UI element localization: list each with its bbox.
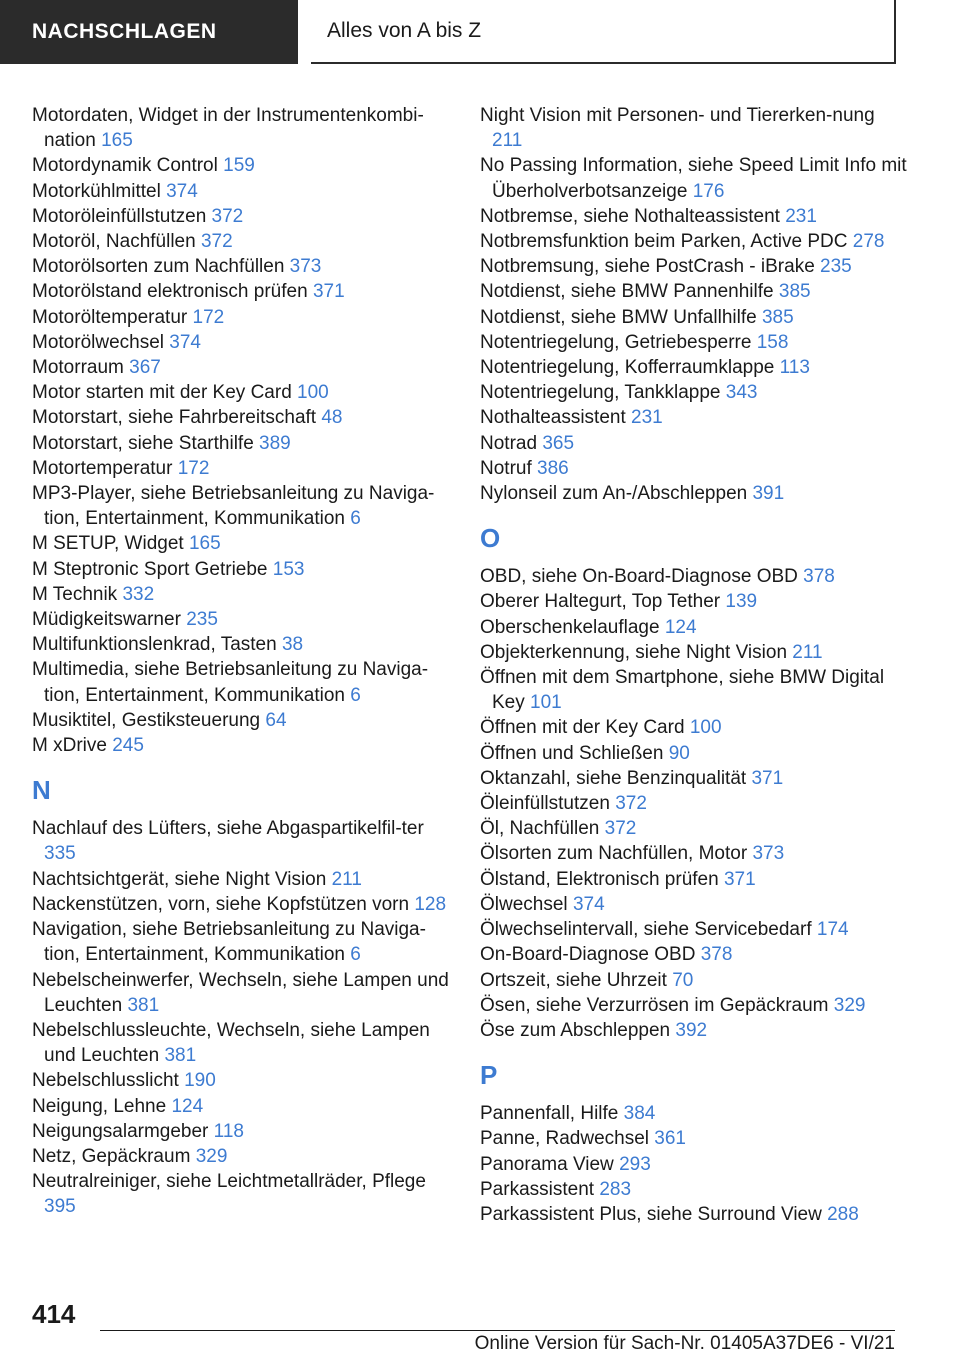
- index-page-link[interactable]: 211: [792, 641, 823, 663]
- index-entry-text: Parkassistent Plus, siehe Surround View: [480, 1203, 822, 1225]
- index-entry: [32, 355, 452, 380]
- index-entry: [32, 229, 452, 254]
- index-entry-text: Nachtsichtgerät, siehe Night Vision: [32, 868, 327, 890]
- index-entry-text: Ösen, siehe Verzurrösen im Gepäckraum: [480, 994, 829, 1016]
- index-entry-text: M xDrive: [32, 735, 107, 757]
- index-entry-text: Notbremsfunktion beim Parken, Active PDC: [480, 231, 848, 253]
- index-entry: [480, 892, 910, 917]
- index-entry-text: On-Board-Diagnose OBD: [480, 944, 696, 966]
- index-entry: [32, 582, 452, 607]
- index-entry: [480, 405, 910, 430]
- index-entry: [480, 103, 910, 153]
- index-entry-text: Motortemperatur: [32, 457, 173, 479]
- index-entry: [480, 1202, 910, 1227]
- index-entry-text: Notentriegelung, Getriebesperre: [480, 331, 752, 353]
- index-entry-text: Ölstand, Elektronisch prüfen: [480, 868, 719, 890]
- index-page-link[interactable]: 372: [200, 231, 233, 253]
- index-page-link[interactable]: 48: [321, 407, 343, 429]
- index-entry-text: Müdigkeitswarner: [32, 609, 181, 631]
- index-entry-text: Neutralreiniger, siehe Leichtmetallräder, Pflege: [32, 1171, 426, 1193]
- index-entry: [32, 892, 452, 917]
- index-page-link[interactable]: 235: [820, 256, 852, 278]
- index-page-link[interactable]: 159: [223, 155, 255, 177]
- index-page-link[interactable]: 378: [700, 944, 733, 966]
- index-entry: [32, 254, 452, 279]
- index-entry-text: Öl, Nachfüllen: [480, 818, 600, 840]
- index-page-link[interactable]: 124: [664, 616, 697, 638]
- index-entry-text: M Technik: [32, 583, 118, 605]
- index-entry: [480, 564, 910, 589]
- index-entry: [32, 1018, 452, 1068]
- index-entry: [32, 708, 452, 733]
- index-entry: [480, 355, 910, 380]
- index-page-link[interactable]: 385: [761, 306, 794, 328]
- index-page-link[interactable]: 139: [725, 591, 758, 613]
- index-entry: [32, 405, 452, 430]
- index-entry: [480, 993, 910, 1018]
- index-entry: [32, 531, 452, 556]
- index-page-link[interactable]: 100: [297, 382, 329, 404]
- index-page-link[interactable]: 371: [723, 868, 756, 890]
- index-entry-text: Motorölstand elektronisch prüfen: [32, 281, 308, 303]
- index-entry-text: Motoröl, Nachfüllen: [32, 231, 196, 253]
- index-page-link[interactable]: 124: [171, 1095, 204, 1117]
- index-entry: [480, 968, 910, 993]
- index-entry-text: Öse zum Abschleppen: [480, 1019, 671, 1041]
- index-entry-text: Nackenstützen, vorn, siehe Kopfstützen vorn: [32, 893, 410, 915]
- section-title: NACHSCHLAGEN: [0, 0, 298, 64]
- index-page-link[interactable]: 332: [122, 583, 155, 605]
- index-entry: [480, 917, 910, 942]
- index-entry: [480, 1152, 910, 1177]
- index-entry-text: Panne, Radwechsel: [480, 1128, 649, 1150]
- index-entry: [32, 733, 452, 758]
- index-page-link[interactable]: 38: [281, 634, 304, 656]
- index-page-link[interactable]: 372: [211, 205, 244, 227]
- index-entry-text: Nebelscheinwerfer, Wechseln, siehe Lampen und Leuchten: [32, 969, 449, 1016]
- index-page-link[interactable]: 373: [752, 843, 785, 865]
- index-page-link[interactable]: 335: [44, 843, 76, 865]
- index-page-link[interactable]: 176: [692, 180, 725, 202]
- index-page-link[interactable]: 101: [530, 692, 562, 714]
- index-page-link[interactable]: 158: [756, 331, 789, 353]
- index-entry: [480, 456, 910, 481]
- chapter-title: Alles von A bis Z: [311, 0, 896, 64]
- index-entry-text: Pannenfall, Hilfe: [480, 1103, 619, 1125]
- index-entry: [480, 867, 910, 892]
- index-entry: [480, 589, 910, 614]
- index-page-link[interactable]: 100: [689, 717, 722, 739]
- index-entry-text: Öffnen und Schließen: [480, 742, 664, 764]
- index-entry: [32, 153, 452, 178]
- index-page-link[interactable]: 329: [195, 1145, 228, 1167]
- index-entry: [480, 1177, 910, 1202]
- index-page-link[interactable]: 128: [414, 893, 447, 915]
- index-page-link[interactable]: 385: [778, 281, 811, 303]
- index-page-link[interactable]: 70: [672, 969, 694, 991]
- footer-note: Online Version für Sach-Nr. 01405A37DE6 - VI/21: [474, 1333, 895, 1354]
- index-entry: [32, 179, 452, 204]
- index-entry-text: Motoröleinfüllstutzen: [32, 205, 207, 227]
- index-page-link[interactable]: 211: [331, 868, 362, 890]
- index-entry-text: Motorölsorten zum Nachfüllen: [32, 256, 285, 278]
- index-entry: [32, 968, 452, 1018]
- index-page-link[interactable]: 90: [668, 742, 690, 764]
- index-entry: [480, 330, 910, 355]
- index-entry-text: Panorama View: [480, 1153, 614, 1175]
- index-entry-text: Notdienst, siehe BMW Unfallhilfe: [480, 306, 757, 328]
- index-page-link[interactable]: 374: [572, 893, 605, 915]
- footer-divider: [100, 1330, 895, 1331]
- index-page-link[interactable]: 278: [852, 231, 885, 253]
- index-entry: [32, 380, 452, 405]
- index-entry-text: MP3-Player, siehe Betriebsanleitung zu Naviga-tion, Entertainment, Kommunikation: [32, 483, 435, 530]
- index-entry: [480, 279, 910, 304]
- index-page-link[interactable]: 374: [166, 180, 198, 202]
- index-page-link[interactable]: 118: [213, 1120, 244, 1142]
- index-page-link[interactable]: 235: [186, 609, 218, 631]
- index-entry-text: Navigation, siehe Betriebsanleitung zu Naviga-tion, Entertainment, Kommunikation: [32, 919, 426, 966]
- index-entry-text: Notbremse, siehe Nothalteassistent: [480, 205, 780, 227]
- index-entry-text: Ölwechsel: [480, 893, 568, 915]
- index-page-link[interactable]: 329: [833, 994, 866, 1016]
- index-page-link[interactable]: 343: [725, 382, 758, 404]
- index-entry: [480, 640, 910, 665]
- index-entry-text: Notentriegelung, Kofferraumklappe: [480, 357, 775, 379]
- index-page-link[interactable]: 6: [350, 684, 361, 706]
- index-entry-text: Ölsorten zum Nachfüllen, Motor: [480, 843, 748, 865]
- index-entry: [32, 103, 452, 153]
- index-entry: [480, 153, 910, 203]
- index-entry: [32, 1094, 452, 1119]
- index-entry: [32, 867, 452, 892]
- index-entry: [480, 741, 910, 766]
- index-entry-text: Motorstart, siehe Starthilfe: [32, 432, 254, 454]
- index-entry: [32, 632, 452, 657]
- index-page-link[interactable]: 381: [164, 1045, 197, 1067]
- index-letter-heading: N: [32, 775, 51, 806]
- index-entry-text: Nylonseil zum An-/Abschleppen: [480, 483, 748, 505]
- index-entry-text: Motordynamik Control: [32, 155, 218, 177]
- index-entry: [480, 481, 910, 506]
- index-entry: [480, 229, 910, 254]
- index-entry-text: Nebelschlussleuchte, Wechseln, siehe Lampen und Leuchten: [32, 1019, 430, 1067]
- index-entry-text: Nothalteassistent: [480, 407, 626, 429]
- index-letter-heading: P: [480, 1060, 498, 1091]
- index-entry: [32, 431, 452, 456]
- index-page-link[interactable]: 374: [169, 331, 201, 353]
- index-entry-text: No Passing Information, siehe Speed Limit Info mit Überholverbotsanzeige: [480, 155, 907, 202]
- index-column-left: [32, 103, 452, 1220]
- index-entry: [32, 1144, 452, 1169]
- index-entry-text: Motorölwechsel: [32, 331, 164, 353]
- index-entry: [480, 766, 910, 791]
- index-page-link[interactable]: 64: [265, 709, 287, 731]
- index-entry: [32, 1169, 452, 1219]
- index-page-link[interactable]: 389: [259, 432, 291, 454]
- index-entry-text: M Steptronic Sport Getriebe: [32, 558, 268, 580]
- index-entry-text: Notbremsung, siehe PostCrash - iBrake: [480, 256, 815, 278]
- index-entry-text: Notruf: [480, 457, 532, 479]
- index-entry: [480, 431, 910, 456]
- index-page-link[interactable]: 231: [631, 407, 663, 429]
- index-entry-text: Multimedia, siehe Betriebsanleitung zu Naviga-tion, Entertainment, Kommunikation: [32, 659, 429, 706]
- index-page-link[interactable]: 386: [537, 457, 569, 479]
- index-entry: [32, 557, 452, 582]
- index-entry-text: M SETUP, Widget: [32, 533, 184, 555]
- index-entry: [32, 1068, 452, 1093]
- index-entry-text: Night Vision mit Personen- und Tiererken-nung: [480, 105, 875, 126]
- index-entry: [480, 1101, 910, 1126]
- index-entry: [480, 816, 910, 841]
- index-page-link[interactable]: 113: [779, 357, 810, 379]
- index-page-link[interactable]: 245: [112, 735, 144, 757]
- index-entry-text: Notentriegelung, Tankklappe: [480, 382, 721, 404]
- index-entry-text: Multifunktionslenkrad, Tasten: [32, 634, 277, 656]
- index-entry: [32, 1119, 452, 1144]
- index-entry-text: Motoröltemperatur: [32, 306, 188, 328]
- index-page-link[interactable]: 391: [752, 483, 785, 505]
- index-entry-text: Oktanzahl, siehe Benzinqualität: [480, 767, 747, 789]
- index-entry: [32, 816, 452, 866]
- index-entry-text: Oberschenkelauflage: [480, 616, 660, 638]
- index-page-link[interactable]: 174: [816, 919, 849, 941]
- index-page-link[interactable]: 6: [350, 944, 361, 966]
- index-entry-text: Neigungsalarmgeber: [32, 1120, 209, 1142]
- index-page-link[interactable]: 293: [619, 1153, 651, 1175]
- index-entry: [32, 657, 452, 707]
- index-entry: [480, 841, 910, 866]
- index-entry: [480, 615, 910, 640]
- index-entry: [32, 330, 452, 355]
- index-entry-text: Neigung, Lehne: [32, 1095, 167, 1117]
- index-entry: [480, 665, 910, 715]
- index-entry: [32, 305, 452, 330]
- index-page-link[interactable]: 165: [101, 130, 133, 152]
- index-page-link[interactable]: 190: [184, 1070, 216, 1092]
- index-page-link[interactable]: 153: [272, 558, 305, 580]
- index-entry: [480, 791, 910, 816]
- index-page-link[interactable]: 384: [623, 1103, 656, 1125]
- index-entry-text: Ölwechselintervall, siehe Servicebedarf: [480, 919, 812, 941]
- index-entry: [32, 204, 452, 229]
- index-page-link[interactable]: 395: [44, 1196, 76, 1218]
- index-page-link[interactable]: 211: [492, 130, 523, 152]
- page-header: [0, 0, 960, 66]
- index-page-link[interactable]: 365: [542, 432, 575, 454]
- index-entry: [32, 607, 452, 632]
- index-entry-text: Öffnen mit der Key Card: [480, 717, 685, 739]
- index-entry-text: Notrad: [480, 432, 538, 454]
- index-page-link[interactable]: 381: [127, 994, 160, 1016]
- index-entry: [32, 917, 452, 967]
- index-page-link[interactable]: 372: [615, 793, 647, 815]
- index-entry-text: Ortszeit, siehe Uhrzeit: [480, 969, 667, 991]
- index-letter-heading: O: [480, 523, 501, 554]
- index-entry: [480, 305, 910, 330]
- index-page-link[interactable]: 165: [188, 533, 221, 555]
- index-entry-text: Parkassistent: [480, 1178, 595, 1200]
- index-entry: [32, 481, 452, 531]
- index-entry-text: Öffnen mit dem Smartphone, siehe BMW Digital Key: [480, 667, 885, 714]
- index-page-link[interactable]: 172: [192, 306, 225, 328]
- index-entry: [480, 1018, 910, 1043]
- index-page-link[interactable]: 373: [289, 256, 322, 278]
- index-page-link[interactable]: 371: [751, 767, 784, 789]
- index-entry: [480, 380, 910, 405]
- index-page-link[interactable]: 283: [599, 1178, 632, 1200]
- index-column-right: [480, 103, 910, 1227]
- index-entry: [480, 715, 910, 740]
- index-entry-text: Nebelschlusslicht: [32, 1070, 179, 1092]
- index-entry-text: Motordaten, Widget in der Instrumentenkombi-nation: [32, 105, 424, 152]
- index-page-link[interactable]: 361: [654, 1128, 686, 1150]
- index-entry-text: Nachlauf des Lüfters, siehe Abgaspartikelfil-ter: [32, 818, 424, 840]
- index-page-link[interactable]: 288: [827, 1203, 859, 1225]
- index-entry: [480, 254, 910, 279]
- index-page-link[interactable]: 172: [177, 457, 210, 479]
- index-entry-text: Musiktitel, Gestiksteuerung: [32, 709, 261, 731]
- index-page-link[interactable]: 371: [312, 281, 345, 303]
- index-entry: [480, 942, 910, 967]
- index-entry: [480, 1126, 910, 1151]
- index-page-link[interactable]: 367: [129, 357, 161, 379]
- index-entry-text: OBD, siehe On-Board-Diagnose OBD: [480, 566, 798, 588]
- index-entry-text: Motorstart, siehe Fahrbereitschaft: [32, 407, 317, 429]
- index-entry-text: Motor starten mit der Key Card: [32, 382, 292, 404]
- index-page-link[interactable]: 372: [604, 818, 637, 840]
- index-entry-text: Motorkühlmittel: [32, 180, 161, 202]
- index-page-link[interactable]: 378: [803, 566, 835, 588]
- index-entry: [32, 279, 452, 304]
- index-entry-text: Motorraum: [32, 357, 124, 379]
- index-entry-text: Oberer Haltegurt, Top Tether: [480, 591, 721, 613]
- index-page-link[interactable]: 231: [785, 205, 817, 227]
- index-entry-text: Netz, Gepäckraum: [32, 1145, 191, 1167]
- index-entry-text: Notdienst, siehe BMW Pannenhilfe: [480, 281, 774, 303]
- index-page-link[interactable]: 6: [350, 508, 361, 530]
- index-entry: [480, 204, 910, 229]
- index-page-link[interactable]: 392: [675, 1019, 708, 1041]
- index-entry: [32, 456, 452, 481]
- index-entry-text: Objekterkennung, siehe Night Vision: [480, 641, 788, 663]
- page-number: 414: [32, 1299, 76, 1329]
- index-entry-text: Öleinfüllstutzen: [480, 793, 610, 815]
